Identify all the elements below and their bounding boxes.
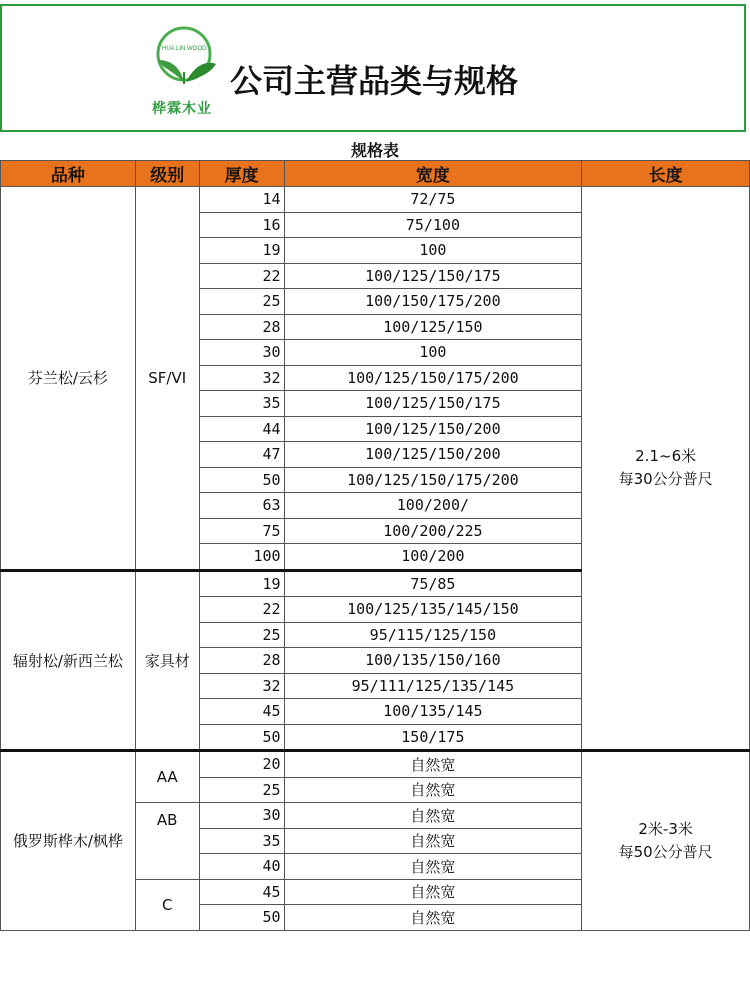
width-cell: 72/75	[284, 187, 582, 213]
thickness-cell: 30	[199, 803, 284, 829]
thickness-cell: 14	[199, 187, 284, 213]
grade-cell: AA	[135, 751, 199, 803]
page-title: 公司主营品类与规格	[230, 62, 519, 100]
header-banner	[0, 4, 746, 132]
thickness-cell: 32	[199, 673, 284, 699]
width-cell: 100/125/150/175	[284, 263, 582, 289]
width-cell: 95/111/125/135/145	[284, 673, 582, 699]
thickness-cell: 44	[199, 416, 284, 442]
width-cell: 自然宽	[284, 777, 582, 803]
width-cell: 自然宽	[284, 751, 582, 778]
width-cell: 100/125/150	[284, 314, 582, 340]
thickness-cell: 75	[199, 518, 284, 544]
table-header-row	[1, 161, 750, 187]
width-cell: 75/100	[284, 212, 582, 238]
thickness-cell: 20	[199, 751, 284, 778]
table-row	[1, 751, 750, 778]
spec-table	[0, 160, 750, 931]
thickness-cell: 19	[199, 238, 284, 264]
thickness-cell: 28	[199, 648, 284, 674]
width-cell: 100/125/150/200	[284, 442, 582, 468]
thickness-cell: 50	[199, 467, 284, 493]
width-cell: 100/135/145	[284, 699, 582, 725]
thickness-cell: 45	[199, 879, 284, 905]
thickness-cell: 63	[199, 493, 284, 519]
width-cell: 自然宽	[284, 879, 582, 905]
width-cell: 150/175	[284, 724, 582, 751]
width-cell: 100	[284, 238, 582, 264]
length-cell-softwood	[582, 187, 750, 751]
grade-cell: SF/VI	[135, 187, 199, 571]
thickness-cell: 47	[199, 442, 284, 468]
width-cell: 自然宽	[284, 854, 582, 880]
thickness-cell: 19	[199, 570, 284, 597]
thickness-cell: 25	[199, 777, 284, 803]
column-header-width: 宽度	[284, 161, 582, 187]
width-cell: 100/125/150/200	[284, 416, 582, 442]
width-cell: 100/135/150/160	[284, 648, 582, 674]
thickness-cell: 100	[199, 544, 284, 571]
length-range: 2米-3米	[638, 819, 693, 838]
logo-text: 桦霖木业	[152, 101, 212, 117]
width-cell: 100/125/150/175	[284, 391, 582, 417]
thickness-cell: 50	[199, 724, 284, 751]
thickness-cell: 16	[199, 212, 284, 238]
thickness-cell: 45	[199, 699, 284, 725]
grade-cell: 家具材	[135, 570, 199, 751]
thickness-cell: 30	[199, 340, 284, 366]
column-header-length: 长度	[582, 161, 750, 187]
grade-cell: AB	[135, 803, 199, 880]
table-row	[1, 187, 750, 213]
length-step: 每50公分普尺	[618, 842, 713, 861]
thickness-cell: 22	[199, 263, 284, 289]
grade-cell: C	[135, 879, 199, 930]
thickness-cell: 28	[199, 314, 284, 340]
width-cell: 100/125/135/145/150	[284, 597, 582, 623]
width-cell: 自然宽	[284, 803, 582, 829]
thickness-cell: 32	[199, 365, 284, 391]
thickness-cell: 50	[199, 905, 284, 931]
width-cell: 100/150/175/200	[284, 289, 582, 315]
thickness-cell: 35	[199, 828, 284, 854]
width-cell: 自然宽	[284, 828, 582, 854]
variety-cell: 芬兰松/云杉	[1, 187, 136, 571]
width-cell: 95/115/125/150	[284, 622, 582, 648]
length-cell-birch	[582, 751, 750, 931]
variety-cell: 辐射松/新西兰松	[1, 570, 136, 751]
width-cell: 75/85	[284, 570, 582, 597]
column-header-variety: 品种	[1, 161, 136, 187]
thickness-cell: 25	[199, 289, 284, 315]
thickness-cell: 25	[199, 622, 284, 648]
width-cell: 自然宽	[284, 905, 582, 931]
width-cell: 100	[284, 340, 582, 366]
column-header-thickness: 厚度	[199, 161, 284, 187]
sheet-title: 规格表	[350, 141, 399, 160]
width-cell: 100/125/150/175/200	[284, 365, 582, 391]
width-cell: 100/200/225	[284, 518, 582, 544]
width-cell: 100/200	[284, 544, 582, 571]
variety-cell: 俄罗斯桦木/枫桦	[1, 751, 136, 931]
width-cell: 100/200/	[284, 493, 582, 519]
column-header-grade: 级别	[135, 161, 199, 187]
logo-small-text: HUA LIN WOOD	[162, 46, 207, 52]
thickness-cell: 22	[199, 597, 284, 623]
length-range: 2.1~6米	[635, 447, 697, 465]
length-step: 每30公分普尺	[618, 470, 713, 488]
width-cell: 100/125/150/175/200	[284, 467, 582, 493]
thickness-cell: 35	[199, 391, 284, 417]
thickness-cell: 40	[199, 854, 284, 880]
